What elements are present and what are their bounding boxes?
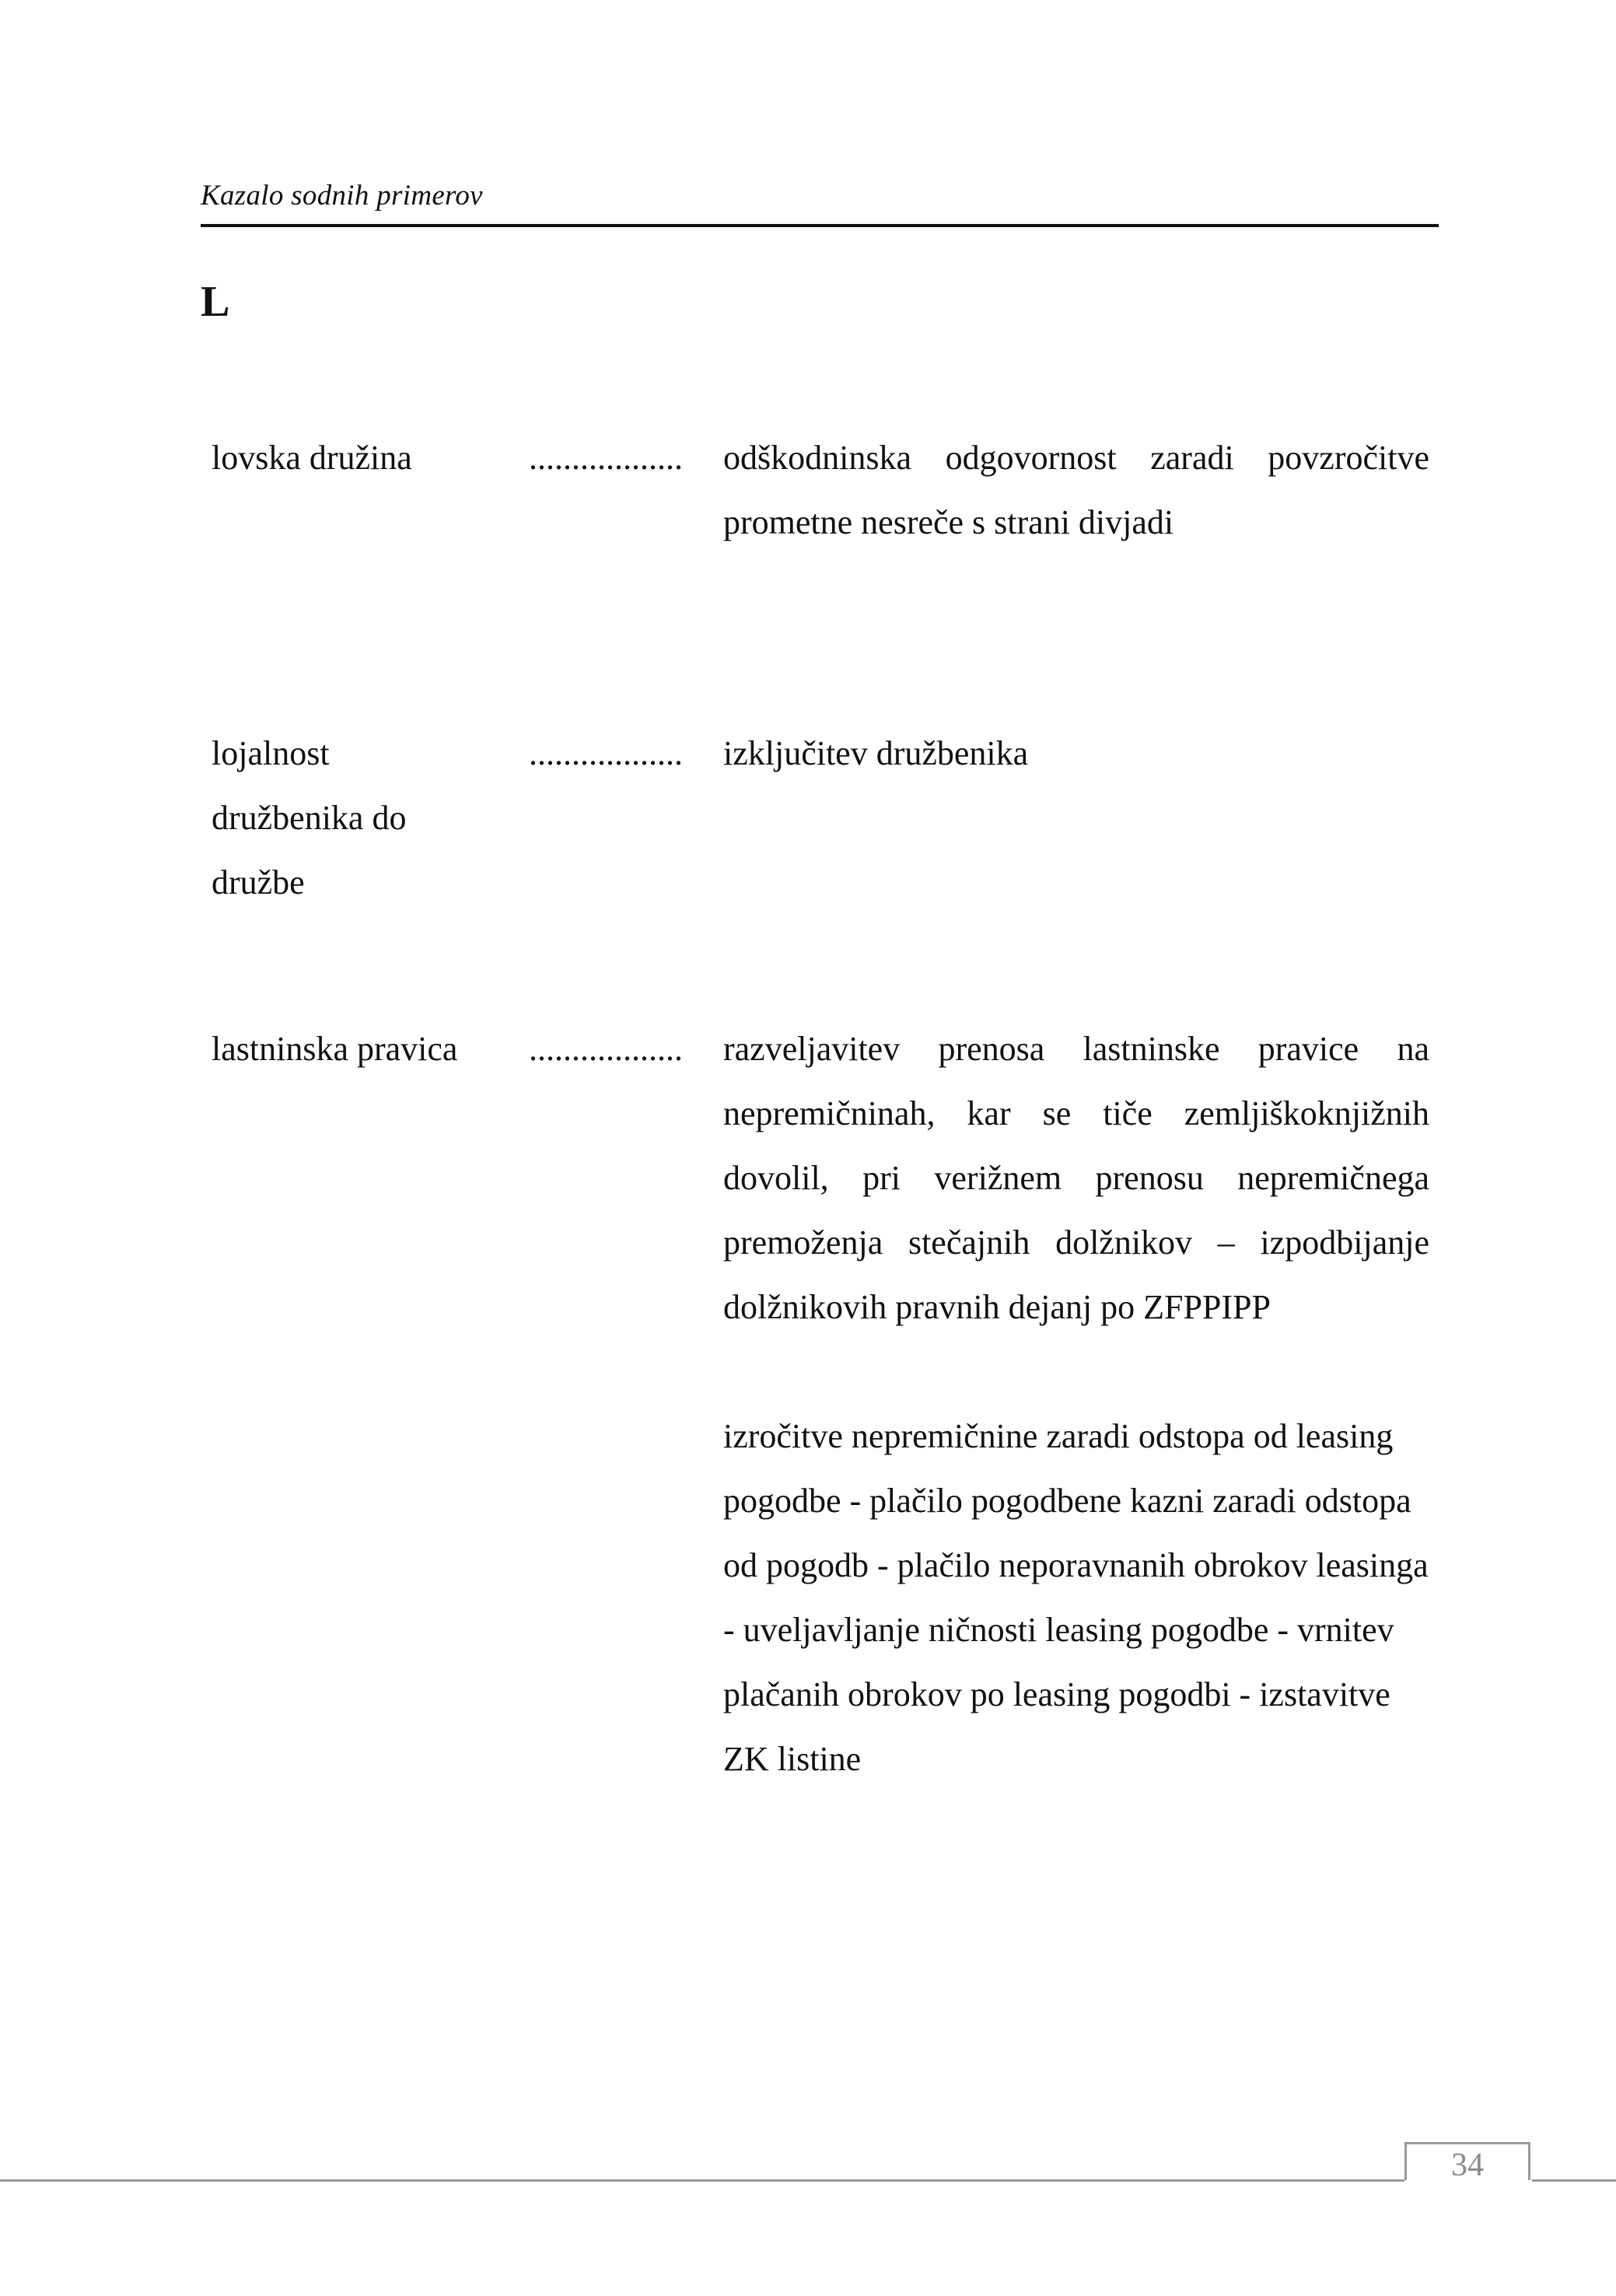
- dot-leader: ..................: [529, 1030, 683, 1068]
- footer-rule: [1532, 2179, 1616, 2182]
- index-entry: [212, 1017, 1429, 1934]
- index-entry: [212, 721, 1429, 923]
- entry-description: [723, 425, 1429, 555]
- entry-description-text: razveljavitev prenosa lastninske pravice na nepremičninah, kar se tiče zemljiškoknjižnih dovolil, pri verižnem prenosu nepremičnega premoženja stečajnih dolžnikov – izpodbijanje dolžnikovih pravnih dejanj po ZFPPIPP: [723, 1030, 1429, 1326]
- entry-term: lovska družina: [212, 439, 412, 477]
- running-header: Kazalo sodnih primerov: [201, 180, 483, 212]
- dot-leader: ..................: [529, 439, 683, 477]
- dot-leader: ..................: [529, 734, 683, 772]
- entry-description-text: odškodninska odgovornost zaradi povzročitve prometne nesreče s strani divjadi: [723, 439, 1429, 541]
- entry-description-text: izključitev družbenika: [723, 734, 1029, 772]
- footer-rule: [0, 2179, 1404, 2182]
- entry-description: [723, 721, 1429, 786]
- entry-term: lastninska pravica: [212, 1030, 458, 1068]
- entry-description-text: izročitve nepremičnine zaradi odstopa od leasing pogodbe - plačilo pogodbene kazni zaradi odstopa od pogodb - plačilo neporavnanih obrokov leasinga - uveljavljanje ničnosti leasing pogodbe - vrnitev plačanih obrokov po leasing pogodbi - izstavitve ZK listine: [723, 1417, 1429, 1778]
- section-letter: L: [201, 278, 230, 326]
- header-rule: [201, 224, 1439, 227]
- entry-description: [723, 1017, 1429, 1791]
- page-number: 34: [1451, 2147, 1484, 2183]
- entry-term: lojalnost družbenika do družbe: [212, 734, 407, 901]
- index-entry: [212, 425, 1429, 628]
